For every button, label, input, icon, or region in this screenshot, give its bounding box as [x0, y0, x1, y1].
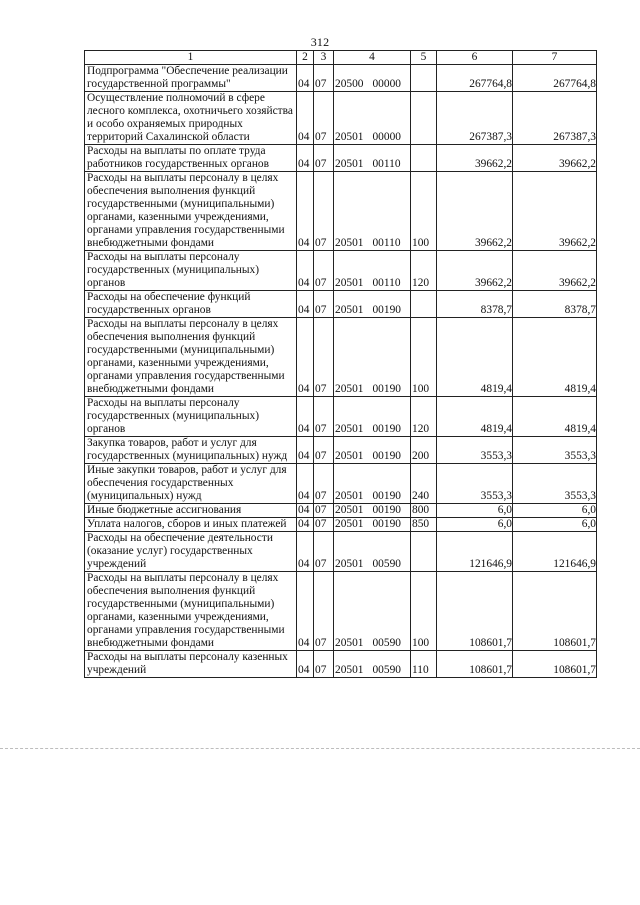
- header-cell: 7: [513, 51, 597, 65]
- target-article-code: [334, 397, 411, 437]
- section-code: 04: [297, 464, 314, 504]
- direction-code: 00000: [372, 131, 401, 143]
- budget-table: [84, 50, 597, 678]
- table-row: [85, 172, 597, 251]
- amount-col7: 39662,2: [513, 145, 597, 172]
- amount-col7: 108601,7: [513, 651, 597, 678]
- section-code: 04: [297, 318, 314, 397]
- row-description: Расходы на выплаты персоналу казенных учреждений: [85, 651, 297, 678]
- amount-col6: 4819,4: [437, 397, 513, 437]
- program-code: 20501: [335, 664, 364, 676]
- section-code: 04: [297, 651, 314, 678]
- program-code: 20501: [335, 518, 364, 530]
- expense-type-code: 200: [411, 437, 437, 464]
- expense-type-code: 100: [411, 318, 437, 397]
- amount-col6: 267764,8: [437, 65, 513, 92]
- table-row: [85, 251, 597, 291]
- row-description: Расходы на выплаты персоналу в целях обеспечения выполнения функций государственными (муниципальными) органами, казенными учреждениями, органами управления государственными внебюджетными фондами: [85, 318, 297, 397]
- section-code: 04: [297, 65, 314, 92]
- direction-code: 00190: [372, 423, 401, 435]
- row-description: Расходы на выплаты персоналу государственных (муниципальных) органов: [85, 397, 297, 437]
- direction-code: 00190: [372, 518, 401, 530]
- row-description: Уплата налогов, сборов и иных платежей: [85, 518, 297, 532]
- table-row: [85, 504, 597, 518]
- table-header-row: [85, 51, 597, 65]
- amount-col7: 4819,4: [513, 318, 597, 397]
- subsection-code: 07: [314, 251, 334, 291]
- row-description: Осуществление полномочий в сфере лесного комплекса, охотничьего хозяйства и особо охраняемых природных территорий Сахалинской области: [85, 92, 297, 145]
- header-cell: 6: [437, 51, 513, 65]
- subsection-code: 07: [314, 397, 334, 437]
- row-description: Иные закупки товаров, работ и услуг для обеспечения государственных (муниципальных) нужд: [85, 464, 297, 504]
- amount-col7: 8378,7: [513, 291, 597, 318]
- program-code: 20501: [335, 158, 364, 170]
- subsection-code: 07: [314, 318, 334, 397]
- scan-crease-line: [0, 748, 640, 749]
- header-cell: 1: [85, 51, 297, 65]
- amount-col7: 121646,9: [513, 532, 597, 572]
- program-code: 20501: [335, 423, 364, 435]
- expense-type-code: 800: [411, 504, 437, 518]
- direction-code: 00190: [372, 504, 401, 516]
- program-code: 20501: [335, 237, 364, 249]
- row-description: Расходы на выплаты по оплате труда работников государственных органов: [85, 145, 297, 172]
- expense-type-code: 120: [411, 397, 437, 437]
- subsection-code: 07: [314, 532, 334, 572]
- table-row: [85, 518, 597, 532]
- expense-type-code: 120: [411, 251, 437, 291]
- section-code: 04: [297, 291, 314, 318]
- amount-col7: 267387,3: [513, 92, 597, 145]
- header-cell: 2: [297, 51, 314, 65]
- target-article-code: [334, 291, 411, 318]
- program-code: 20501: [335, 131, 364, 143]
- program-code: 20501: [335, 383, 364, 395]
- row-description: Расходы на выплаты персоналу в целях обеспечения выполнения функций государственными (муниципальными) органами, казенными учреждениями, органами управления государственными внебюджетными фондами: [85, 572, 297, 651]
- direction-code: 00110: [372, 277, 401, 289]
- section-code: 04: [297, 251, 314, 291]
- expense-type-code: [411, 145, 437, 172]
- page-number: 312: [310, 35, 330, 49]
- direction-code: 00190: [372, 383, 401, 395]
- row-description: Расходы на выплаты персоналу государственных (муниципальных) органов: [85, 251, 297, 291]
- target-article-code: [334, 172, 411, 251]
- amount-col7: 6,0: [513, 504, 597, 518]
- amount-col7: 39662,2: [513, 251, 597, 291]
- amount-col6: 39662,2: [437, 251, 513, 291]
- target-article-code: [334, 504, 411, 518]
- target-article-code: [334, 518, 411, 532]
- amount-col6: 39662,2: [437, 172, 513, 251]
- direction-code: 00110: [372, 237, 401, 249]
- amount-col6: 3553,3: [437, 464, 513, 504]
- section-code: 04: [297, 92, 314, 145]
- amount-col6: 108601,7: [437, 572, 513, 651]
- expense-type-code: [411, 291, 437, 318]
- table-row: [85, 397, 597, 437]
- section-code: 04: [297, 532, 314, 572]
- subsection-code: 07: [314, 92, 334, 145]
- program-code: 20501: [335, 637, 364, 649]
- target-article-code: [334, 318, 411, 397]
- row-description: Расходы на обеспечение функций государственных органов: [85, 291, 297, 318]
- target-article-code: [334, 572, 411, 651]
- amount-col7: 6,0: [513, 518, 597, 532]
- program-code: 20501: [335, 490, 364, 502]
- table-row: [85, 572, 597, 651]
- section-code: 04: [297, 145, 314, 172]
- amount-col7: 39662,2: [513, 172, 597, 251]
- target-article-code: [334, 65, 411, 92]
- target-article-code: [334, 145, 411, 172]
- expense-type-code: [411, 532, 437, 572]
- table-row: [85, 92, 597, 145]
- direction-code: 00110: [372, 158, 401, 170]
- program-code: 20501: [335, 304, 364, 316]
- header-cell: 3: [314, 51, 334, 65]
- amount-col6: 6,0: [437, 518, 513, 532]
- section-code: 04: [297, 572, 314, 651]
- amount-col6: 6,0: [437, 504, 513, 518]
- expense-type-code: [411, 65, 437, 92]
- program-code: 20500: [335, 78, 364, 90]
- table-row: [85, 65, 597, 92]
- subsection-code: 07: [314, 651, 334, 678]
- amount-col6: 267387,3: [437, 92, 513, 145]
- expense-type-code: 240: [411, 464, 437, 504]
- subsection-code: 07: [314, 572, 334, 651]
- program-code: 20501: [335, 558, 364, 570]
- subsection-code: 07: [314, 518, 334, 532]
- amount-col7: 4819,4: [513, 397, 597, 437]
- table-row: [85, 318, 597, 397]
- direction-code: 00590: [372, 558, 401, 570]
- expense-type-code: 110: [411, 651, 437, 678]
- header-cell: 5: [411, 51, 437, 65]
- amount-col6: 39662,2: [437, 145, 513, 172]
- table-row: [85, 532, 597, 572]
- target-article-code: [334, 532, 411, 572]
- row-description: Расходы на выплаты персоналу в целях обеспечения выполнения функций государственными (муниципальными) органами, казенными учреждениями, органами управления государственными внебюджетными фондами: [85, 172, 297, 251]
- subsection-code: 07: [314, 172, 334, 251]
- direction-code: 00190: [372, 304, 401, 316]
- table-row: [85, 651, 597, 678]
- amount-col6: 8378,7: [437, 291, 513, 318]
- section-code: 04: [297, 518, 314, 532]
- section-code: 04: [297, 504, 314, 518]
- amount-col7: 108601,7: [513, 572, 597, 651]
- program-code: 20501: [335, 450, 364, 462]
- section-code: 04: [297, 397, 314, 437]
- expense-type-code: 100: [411, 572, 437, 651]
- subsection-code: 07: [314, 291, 334, 318]
- expense-type-code: 850: [411, 518, 437, 532]
- table-row: [85, 145, 597, 172]
- expense-type-code: [411, 92, 437, 145]
- program-code: 20501: [335, 504, 364, 516]
- target-article-code: [334, 437, 411, 464]
- target-article-code: [334, 92, 411, 145]
- section-code: 04: [297, 172, 314, 251]
- direction-code: 00000: [372, 78, 401, 90]
- direction-code: 00590: [372, 637, 401, 649]
- program-code: 20501: [335, 277, 364, 289]
- header-cell: 4: [334, 51, 411, 65]
- subsection-code: 07: [314, 437, 334, 464]
- table-row: [85, 291, 597, 318]
- amount-col6: 121646,9: [437, 532, 513, 572]
- amount-col7: 3553,3: [513, 464, 597, 504]
- direction-code: 00590: [372, 664, 401, 676]
- amount-col6: 108601,7: [437, 651, 513, 678]
- subsection-code: 07: [314, 145, 334, 172]
- amount-col6: 3553,3: [437, 437, 513, 464]
- table-row: [85, 464, 597, 504]
- direction-code: 00190: [372, 450, 401, 462]
- row-description: Иные бюджетные ассигнования: [85, 504, 297, 518]
- table-row: [85, 437, 597, 464]
- target-article-code: [334, 251, 411, 291]
- direction-code: 00190: [372, 490, 401, 502]
- target-article-code: [334, 651, 411, 678]
- row-description: Закупка товаров, работ и услуг для государственных (муниципальных) нужд: [85, 437, 297, 464]
- row-description: Подпрограмма "Обеспечение реализации государственной программы": [85, 65, 297, 92]
- subsection-code: 07: [314, 464, 334, 504]
- target-article-code: [334, 464, 411, 504]
- section-code: 04: [297, 437, 314, 464]
- row-description: Расходы на обеспечение деятельности (оказание услуг) государственных учреждений: [85, 532, 297, 572]
- expense-type-code: 100: [411, 172, 437, 251]
- amount-col7: 3553,3: [513, 437, 597, 464]
- amount-col7: 267764,8: [513, 65, 597, 92]
- subsection-code: 07: [314, 65, 334, 92]
- subsection-code: 07: [314, 504, 334, 518]
- amount-col6: 4819,4: [437, 318, 513, 397]
